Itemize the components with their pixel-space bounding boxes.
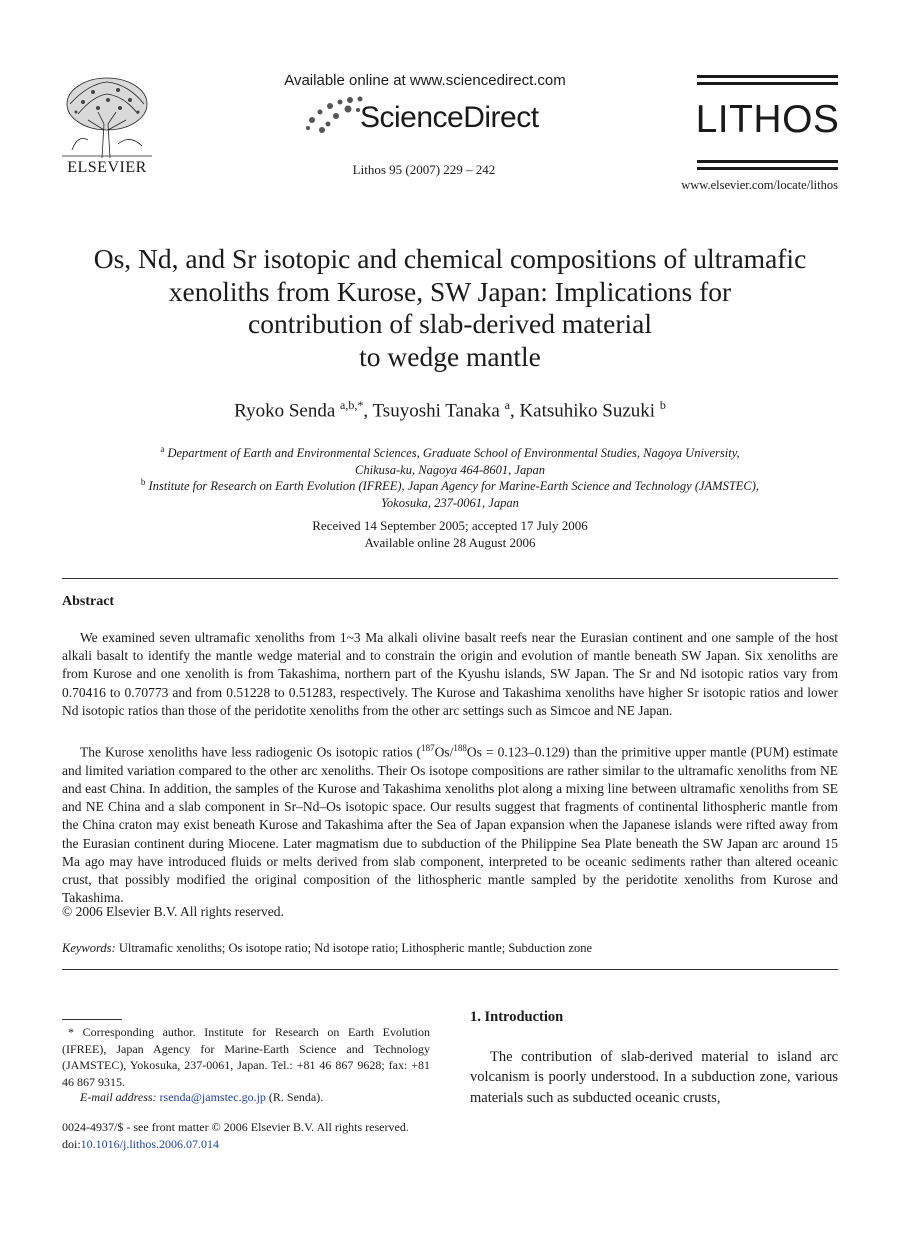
divider [62, 578, 838, 579]
email-line [80, 1090, 323, 1105]
isotope-superscript: 187 [421, 743, 435, 753]
copyright-notice: © 2006 Elsevier B.V. All rights reserved. [62, 904, 284, 919]
footnote-text: Corresponding author. Institute for Research on Earth Evolution (IFREE), Japan Agency for Marine-Earth Science and Technology (JAMSTEC), Yokosuka, 237-0061, Japan. Tel.: +81 46 867 9628; fax: +81 46 867 9315. [62, 1025, 431, 1089]
divider [62, 969, 838, 970]
isotope-superscript: 188 [453, 743, 467, 753]
title-line: Os, Nd, and Sr isotopic and chemical compositions of ultramafic [93, 243, 807, 274]
received-dates: Received 14 September 2005; accepted 17 July 2006 [312, 518, 588, 533]
doi-line [62, 1137, 219, 1152]
abstract-heading: Abstract [62, 594, 115, 609]
email-link[interactable]: rsenda@jamstec.go.jp [159, 1090, 266, 1104]
abstract-paragraph-2 [62, 739, 838, 907]
article-title [60, 243, 840, 373]
affiliation-a [60, 441, 840, 478]
journal-reference: Lithos 95 (2007) 229 – 242 [352, 162, 496, 177]
author-list: Ryoko Senda $^{a,b,*}$, Tsuyoshi Tanaka $^a$, Katsuhiko Suzuki $^b$ [234, 398, 666, 422]
title-line: to wedge mantle [359, 340, 541, 372]
sciencedirect-wordmark: ScienceDirect [360, 101, 539, 134]
journal-url-link[interactable]: www.elsevier.com/locate/lithos [681, 178, 838, 192]
footnote-star: * [68, 1025, 74, 1039]
author-name[interactable]: Ryoko Senda [234, 400, 336, 422]
footnote-rule [62, 1019, 122, 1020]
affiliation-b [60, 474, 840, 511]
author-affiliation-marks[interactable]: a,b,* [340, 398, 364, 412]
keywords-text: Ultramafic xenoliths; Os isotope ratio; Nd isotope ratio; Lithospheric mantle; Subduction zone [118, 941, 592, 955]
corresponding-author-footnote [62, 1024, 430, 1090]
title-line: contribution of slab-derived material [248, 308, 652, 339]
elsevier-logo [58, 74, 156, 182]
title-line: xenoliths from Kurose, SW Japan: Implications for [168, 275, 732, 307]
author-affiliation-marks[interactable]: a [504, 398, 510, 412]
author-name[interactable]: Katsuhiko Suzuki [519, 400, 656, 422]
affiliation-mark: a [160, 444, 165, 454]
elsevier-tree-icon [58, 74, 156, 158]
doi-link[interactable]: 10.1016/j.lithos.2006.07.014 [80, 1137, 220, 1151]
abstract-paragraph-1: We examined seven ultramafic xenoliths from 1~3 Ma alkali olivine basalt reefs near the Eurasian continent and one sample of the host alkali basalt to identify the mantle wedge material and to constrain the origin and evolution of mantle beneath SW Japan. Six xenoliths are from Kurose and one xenolith is from Takashima, northern part of the Kyushu islands, SW Japan. The Sr and Nd isotopic ratios vary from 0.70416 to 0.70773 and from 0.51228 to 0.51283, respectively. The Kurose and Takashima xenoliths have higher Sr isotopic ratios and lower Nd isotopic ratios than those of the peridotite xenoliths from the other arc settings such as Simcoe and NE Japan. [62, 630, 838, 718]
sciencedirect-availability[interactable]: Available online at www.sciencedirect.com [284, 72, 566, 89]
abstract-text: Os = 0.123–0.129) than the primitive upper mantle (PUM) estimate and limited variation compared to the other arc xenoliths. Their Os isotope compositions are rather similar to the ultramafic xenoliths from NE and east China. In addition, the samples of the Kurose and Takashima xenoliths plot along a mixing line between ultramafic xenoliths from SE and NE China and a slab component in Sr–Nd–Os isotopic space. Our results suggest that fragments of continental lithospheric mantle from the China craton may exist beneath Kurose and Takashima after the Sea of Japan expansion when the Japanese islands were rifted away from the Eurasian continent during Miocene. Later magmatism due to subduction of the Philippine Sea Plate beneath the SW Japan arc around 15 Ma ago may have introduced fluids or melts derived from slab component, interpreted to be oceanic sediments rather than altered oceanic crust, that possibly modified the original composition of the lithospheric mantle sampled by the peridotite xenoliths from Kurose and Takashima. [62, 744, 838, 906]
lithos-top-bars [697, 75, 838, 89]
affiliation-mark: b [140, 477, 146, 487]
doi-label: doi: [62, 1137, 81, 1151]
affiliation-text: Chikusa-ku, Nagoya 464-8601, Japan [355, 462, 545, 477]
abstract-text: The Kurose xenoliths have less radiogenic Os isotopic ratios ( [80, 744, 422, 760]
journal-name: LITHOS [695, 98, 840, 141]
front-matter: 0024-4937/$ - see front matter © 2006 Elsevier B.V. All rights reserved. [62, 1120, 409, 1134]
email-label: E-mail address: [80, 1090, 157, 1104]
available-date: Available online 28 August 2006 [364, 535, 536, 550]
author-name[interactable]: Tsuyoshi Tanaka [372, 400, 500, 422]
abstract-text: Os/ [434, 744, 454, 760]
keywords-label: Keywords: [62, 941, 116, 955]
affiliation-text: Yokosuka, 237-0061, Japan [381, 495, 519, 510]
publisher-name: ELSEVIER [67, 159, 147, 176]
introduction-text: The contribution of slab-derived material to island arc volcanism is poorly understood. In a subduction zone, various materials such as subducted oceanic crusts, [470, 1049, 838, 1106]
affiliation-text: Institute for Research on Earth Evolution (IFREE), Japan Agency for Marine-Earth Science and Technology (JAMSTEC), [148, 479, 760, 494]
introduction-heading: 1. Introduction [470, 1009, 564, 1025]
email-owner: (R. Senda). [268, 1090, 324, 1104]
keywords [62, 941, 592, 956]
lithos-bottom-bars [697, 160, 838, 174]
affiliation-text: Department of Earth and Environmental Sciences, Graduate School of Environmental Studies, Nagoya University, [167, 446, 740, 461]
author-affiliation-marks[interactable]: b [659, 398, 666, 412]
